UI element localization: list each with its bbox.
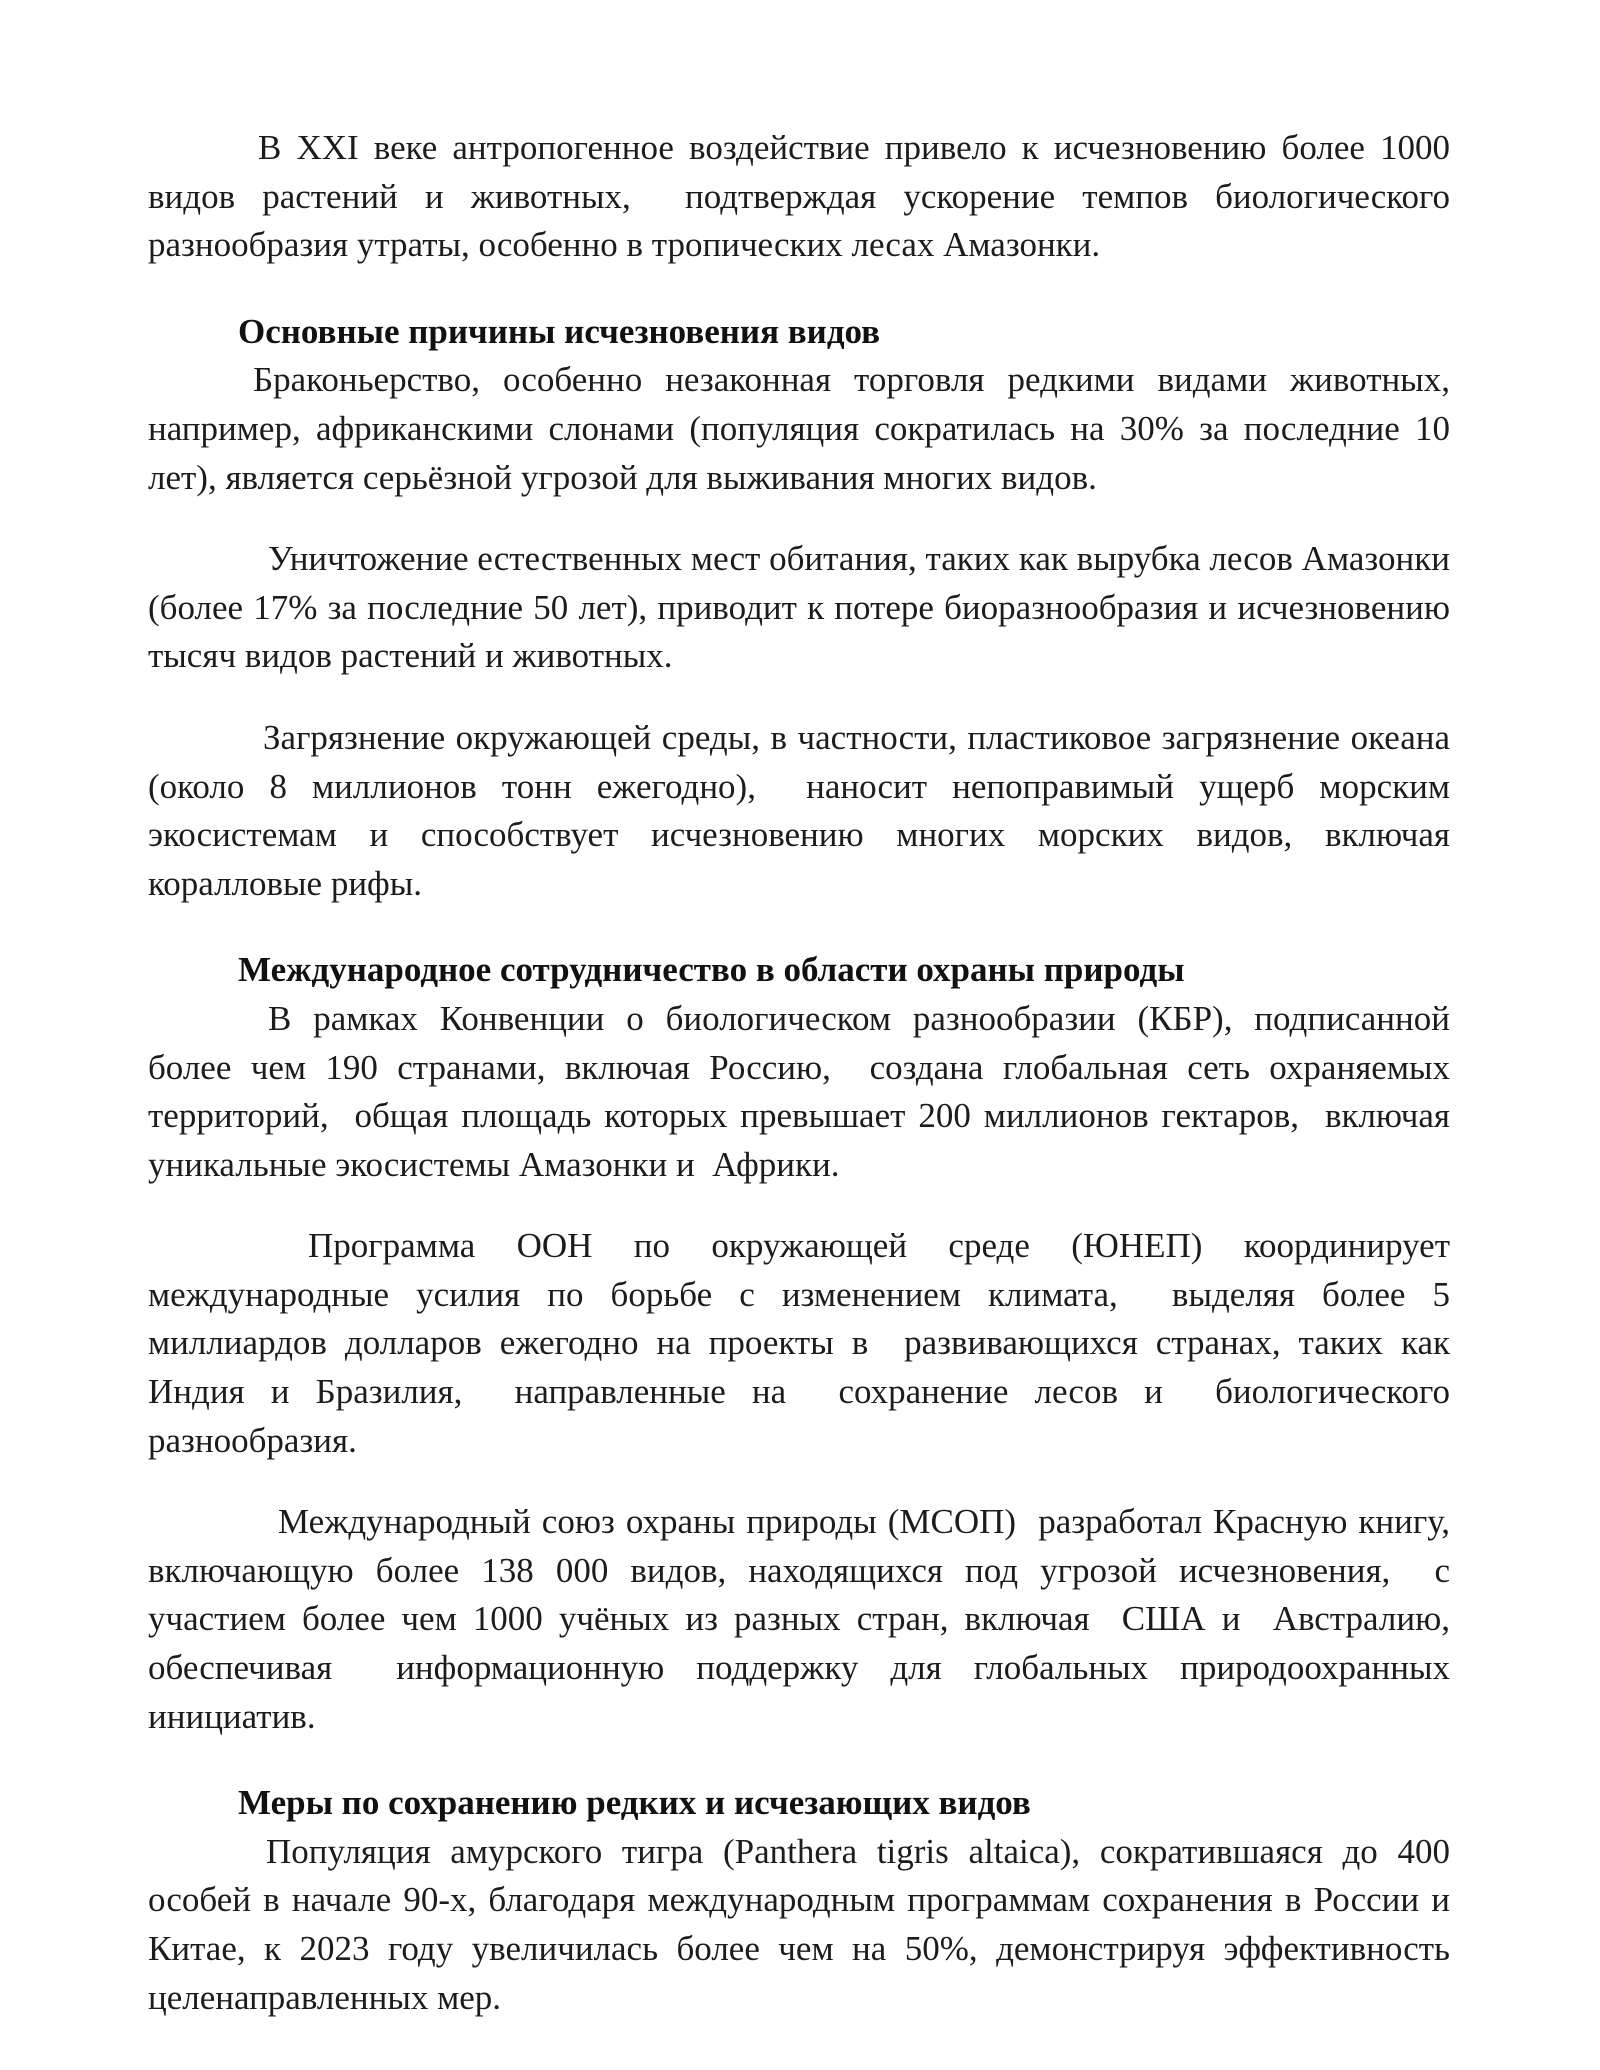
paragraph-cbd: В рамках Конвенции о биологическом разнообразии (КБР), подписанной более чем 190 странами, включая Россию, создана глобальная сеть охраняемых территорий, общая площадь которых превышает 200 миллионов гектаров, включая уникальные экосистемы Амазонки и Африки. <box>148 998 1459 1184</box>
document-page <box>148 124 1468 2022</box>
paragraph-intro: В XXI веке антропогенное воздействие привело к исчезновению более 1000 видов растений и животных, подтверждая ускорение темпов биологического разнообразия утраты, особенно в тропических лесах Амазонки. <box>148 128 1459 265</box>
paragraph-pollution: Загрязнение окружающей среды, в частности, пластиковое загрязнение океана (около 8 миллионов тонн ежегодно), наносит непоправимый ущерб морским экосистемам и способствует исчезновению многих морских видов, включая коралловые рифы. <box>148 717 1459 903</box>
paragraph-habitat-loss: Уничтожение естественных мест обитания, таких как вырубка лесов Амазонки (более 17% за последние 50 лет), приводит к потере биоразнообразия и исчезновению тысяч видов растений и животных. <box>148 539 1459 676</box>
paragraph-iucn: Международный союз охраны природы (МСОП) разработал Красную книгу, включающую более 138 000 видов, находящихся под угрозой исчезновения, с участием более чем 1000 учёных из разных стран, включая США и Австралию, обеспечивая информационную поддержку для глобальных природоохранных инициатив. <box>148 1502 1468 1736</box>
paragraph-poaching: Браконьерство, особенно незаконная торговля редкими видами животных, например, африканскими слонами (популяция сократилась на 30% за последние 10 лет), является серьёзной угрозой для выживания многих видов. <box>148 360 1459 497</box>
heading-causes: Основные причины исчезновения видов <box>238 311 881 351</box>
paragraph-amur-tiger: Популяция амурского тигра (Panthera tigris altaica), сократившаяся до 400 особей в начале 90-х, благодаря международным программам сохранения в России и Китае, к 2023 году увеличилась более чем на 50%, демонстрируя эффективность целенаправленных мер. <box>148 1831 1468 2017</box>
paragraph-unep: Программа ООН по окружающей среде (ЮНЕП) координирует международные усилия по борьбе с изменением климата, выделяя более 5 миллиардов долларов ежегодно на проекты в развивающихся странах, таких как Индия и Бразилия, направленные на сохранение лесов и биологического разнообразия. <box>148 1226 1459 1460</box>
heading-cooperation: Международное сотрудничество в области охраны природы <box>238 950 1185 990</box>
heading-measures: Меры по сохранению редких и исчезающих видов <box>238 1783 1031 1823</box>
